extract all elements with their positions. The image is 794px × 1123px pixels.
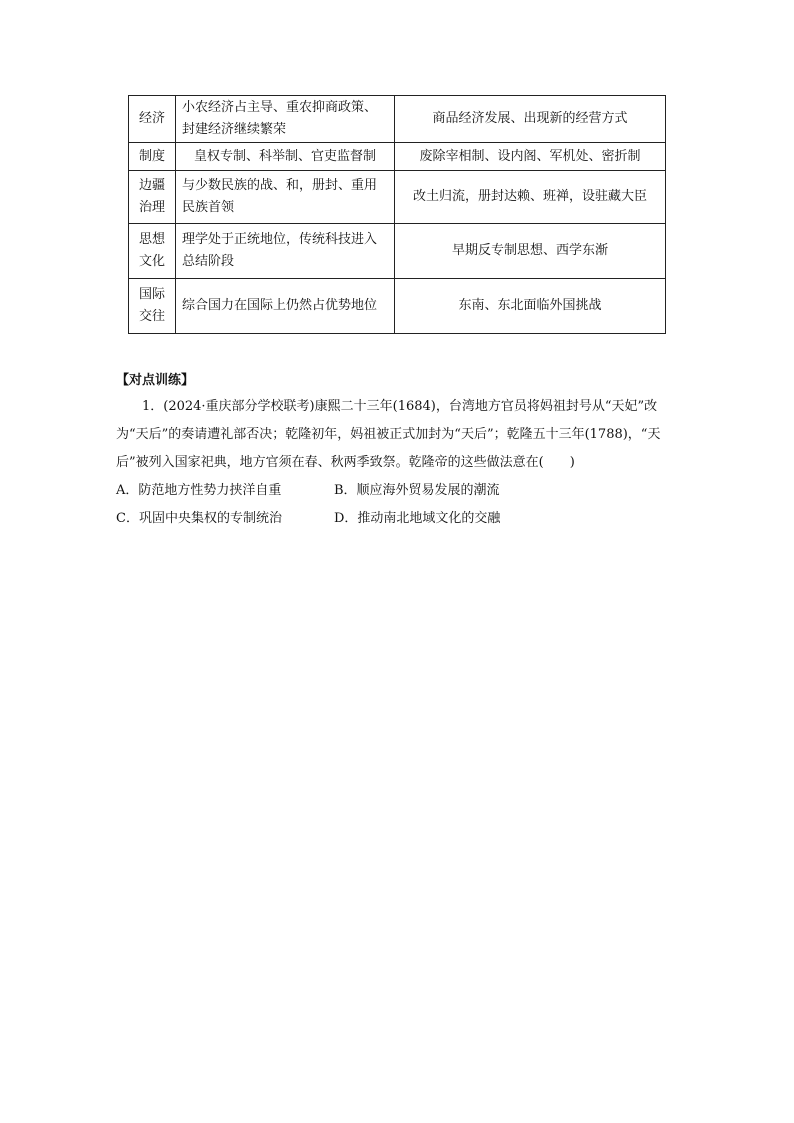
left-cell: 小农经济占主导、重农抑商政策、封建经济继续繁荣 <box>176 96 395 143</box>
question-stem: 1．(2024·重庆部分学校联考)康熙二十三年(1684)，台湾地方官员将妈祖封号从“天妃”改为“天后”的奏请遭礼部否决；乾隆初年，妈祖被正式加封为“天后”；乾隆五十三年(1788)，“天后”被列入国家祀典，地方官须在春、秋两季致祭。乾隆帝的这些做法意在( ) <box>116 399 661 470</box>
option-row <box>116 505 676 533</box>
right-cell: 商品经济发展、出现新的经营方式 <box>395 96 666 143</box>
table-row-economy <box>129 96 666 143</box>
comparison-table <box>128 95 666 334</box>
table-row-system <box>129 143 666 171</box>
table-row-culture <box>129 224 666 279</box>
option-b[interactable]: B．顺应海外贸易发展的潮流 <box>334 483 500 498</box>
right-cell: 改土归流，册封达赖、班禅，设驻藏大臣 <box>395 171 666 224</box>
table-row-frontier <box>129 171 666 224</box>
category-cell: 经济 <box>129 96 176 143</box>
right-cell: 东南、东北面临外国挑战 <box>395 279 666 334</box>
section-title: 【对点训练】 <box>116 373 195 388</box>
left-cell: 与少数民族的战、和，册封、重用民族首领 <box>176 171 395 224</box>
left-cell: 理学处于正统地位，传统科技进入总结阶段 <box>176 224 395 279</box>
left-cell: 综合国力在国际上仍然占优势地位 <box>176 279 395 334</box>
option-c[interactable]: C．巩固中央集权的专制统治 <box>116 511 282 526</box>
right-cell: 废除宰相制、设内阁、军机处、密折制 <box>395 143 666 171</box>
option-d[interactable]: D．推动南北地域文化的交融 <box>334 511 501 526</box>
category-cell: 边疆治理 <box>129 171 176 224</box>
answer-options <box>116 477 676 533</box>
category-cell: 思想文化 <box>129 224 176 279</box>
option-a[interactable]: A．防范地方性势力挟洋自重 <box>116 483 282 498</box>
option-row <box>116 477 676 505</box>
question-block <box>116 393 676 533</box>
category-cell: 国际交往 <box>129 279 176 334</box>
category-cell: 制度 <box>129 143 176 171</box>
table-row-international <box>129 279 666 334</box>
right-cell: 早期反专制思想、西学东渐 <box>395 224 666 279</box>
left-cell: 皇权专制、科举制、官吏监督制 <box>176 143 395 171</box>
